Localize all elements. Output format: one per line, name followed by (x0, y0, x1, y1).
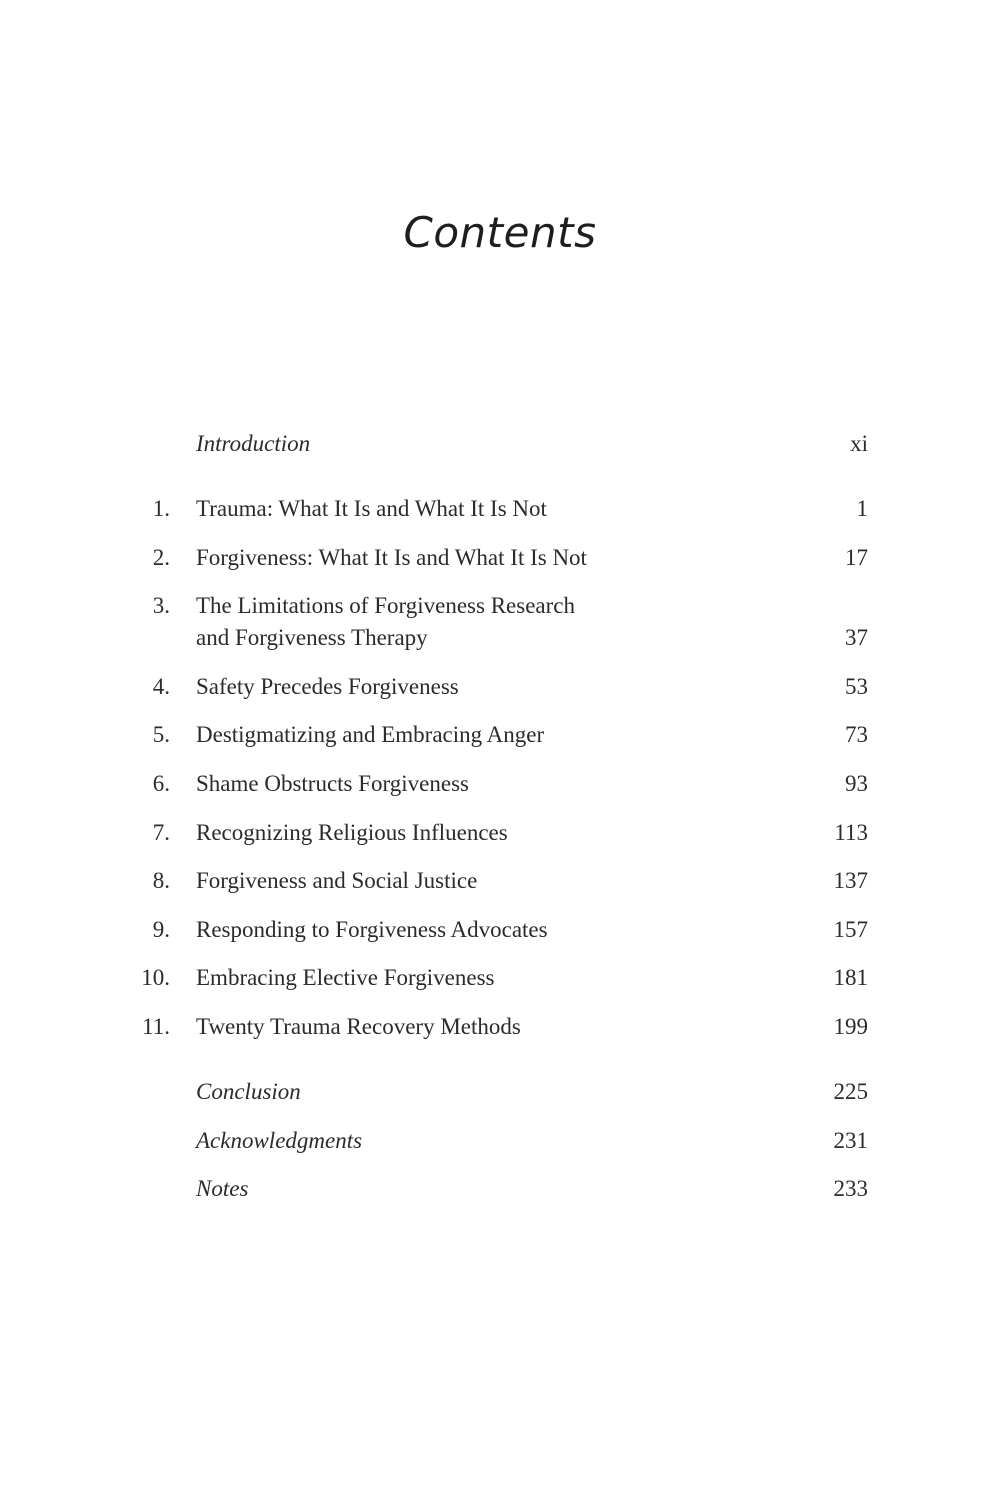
chapter-number: 9. (152, 916, 170, 942)
chapter-number: 4. (152, 673, 170, 699)
toc-entry-chapter-3 (0, 590, 1000, 654)
toc-entry-page: 53 (845, 673, 868, 699)
toc-entry-label: The Limitations of Forgiveness Research (196, 593, 575, 619)
toc-entry-chapter-4 (0, 671, 1000, 703)
toc-entry-page: 113 (834, 819, 868, 845)
toc-entry-page: 37 (845, 625, 868, 651)
toc-entry-chapter-7 (0, 817, 1000, 849)
toc-entry-page: 17 (845, 544, 868, 570)
toc-entry-label: Notes (196, 1176, 249, 1202)
toc-entry-label-line2: and Forgiveness Therapy (196, 625, 428, 651)
toc-entry-introduction (0, 428, 1000, 460)
toc-entry-label: Shame Obstructs Forgiveness (196, 770, 470, 796)
toc-entry-page: 225 (833, 1078, 868, 1104)
toc-entry-label: Safety Precedes Forgiveness (196, 673, 459, 699)
chapter-number: 6. (152, 770, 170, 796)
chapter-number: 8. (152, 868, 170, 894)
toc-entry-label: Forgiveness: What It Is and What It Is Not (196, 544, 587, 570)
toc-entry-chapter-6 (0, 768, 1000, 800)
toc-entry-chapter-10 (0, 962, 1000, 994)
toc-entry-page: 181 (833, 965, 868, 991)
chapter-number: 7. (152, 819, 170, 845)
toc-entry-chapter-1 (0, 493, 1000, 525)
toc-entry-label: Introduction (196, 431, 311, 456)
toc-entry-label: Responding to Forgiveness Advocates (196, 916, 548, 942)
toc-entry-label: Trauma: What It Is and What It Is Not (196, 496, 547, 521)
chapter-number: 10. (141, 965, 170, 991)
toc-entry-page: 157 (833, 916, 868, 942)
toc-entry-conclusion (0, 1076, 1000, 1108)
toc-entry-page: 73 (845, 722, 868, 748)
toc-entry-page: 1 (856, 496, 868, 521)
toc-entry-page: 233 (833, 1176, 868, 1202)
toc-entry-chapter-5 (0, 719, 1000, 751)
toc-entry-notes (0, 1173, 1000, 1205)
toc-entry-chapter-2 (0, 542, 1000, 574)
toc-entry-page: 137 (833, 868, 868, 894)
toc-entry-label: Embracing Elective Forgiveness (196, 965, 495, 991)
chapter-number: 5. (152, 722, 170, 748)
chapter-number: 1. (152, 496, 170, 521)
chapter-number: 3. (152, 593, 170, 619)
toc-entry-label: Twenty Trauma Recovery Methods (196, 1013, 521, 1039)
toc-entry-page: xi (850, 431, 868, 456)
toc-entry-page: 199 (833, 1013, 868, 1039)
toc-entry-chapter-9 (0, 914, 1000, 946)
toc-entry-label-block (196, 590, 756, 654)
chapter-number: 11. (142, 1013, 170, 1039)
table-of-contents (0, 428, 1000, 1205)
toc-entry-acknowledgments (0, 1125, 1000, 1157)
toc-entry-label: Conclusion (196, 1078, 301, 1104)
chapter-number: 2. (152, 544, 170, 570)
page-title: Contents (403, 208, 597, 257)
toc-entry-label: Acknowledgments (196, 1127, 363, 1153)
toc-entry-chapter-11 (0, 1011, 1000, 1043)
toc-entry-chapter-8 (0, 865, 1000, 897)
toc-entry-label: Forgiveness and Social Justice (196, 868, 478, 894)
toc-entry-label: Recognizing Religious Influences (196, 819, 508, 845)
toc-entry-page: 93 (845, 770, 868, 796)
toc-entry-page: 231 (833, 1127, 868, 1153)
toc-entry-label: Destigmatizing and Embracing Anger (196, 722, 545, 748)
